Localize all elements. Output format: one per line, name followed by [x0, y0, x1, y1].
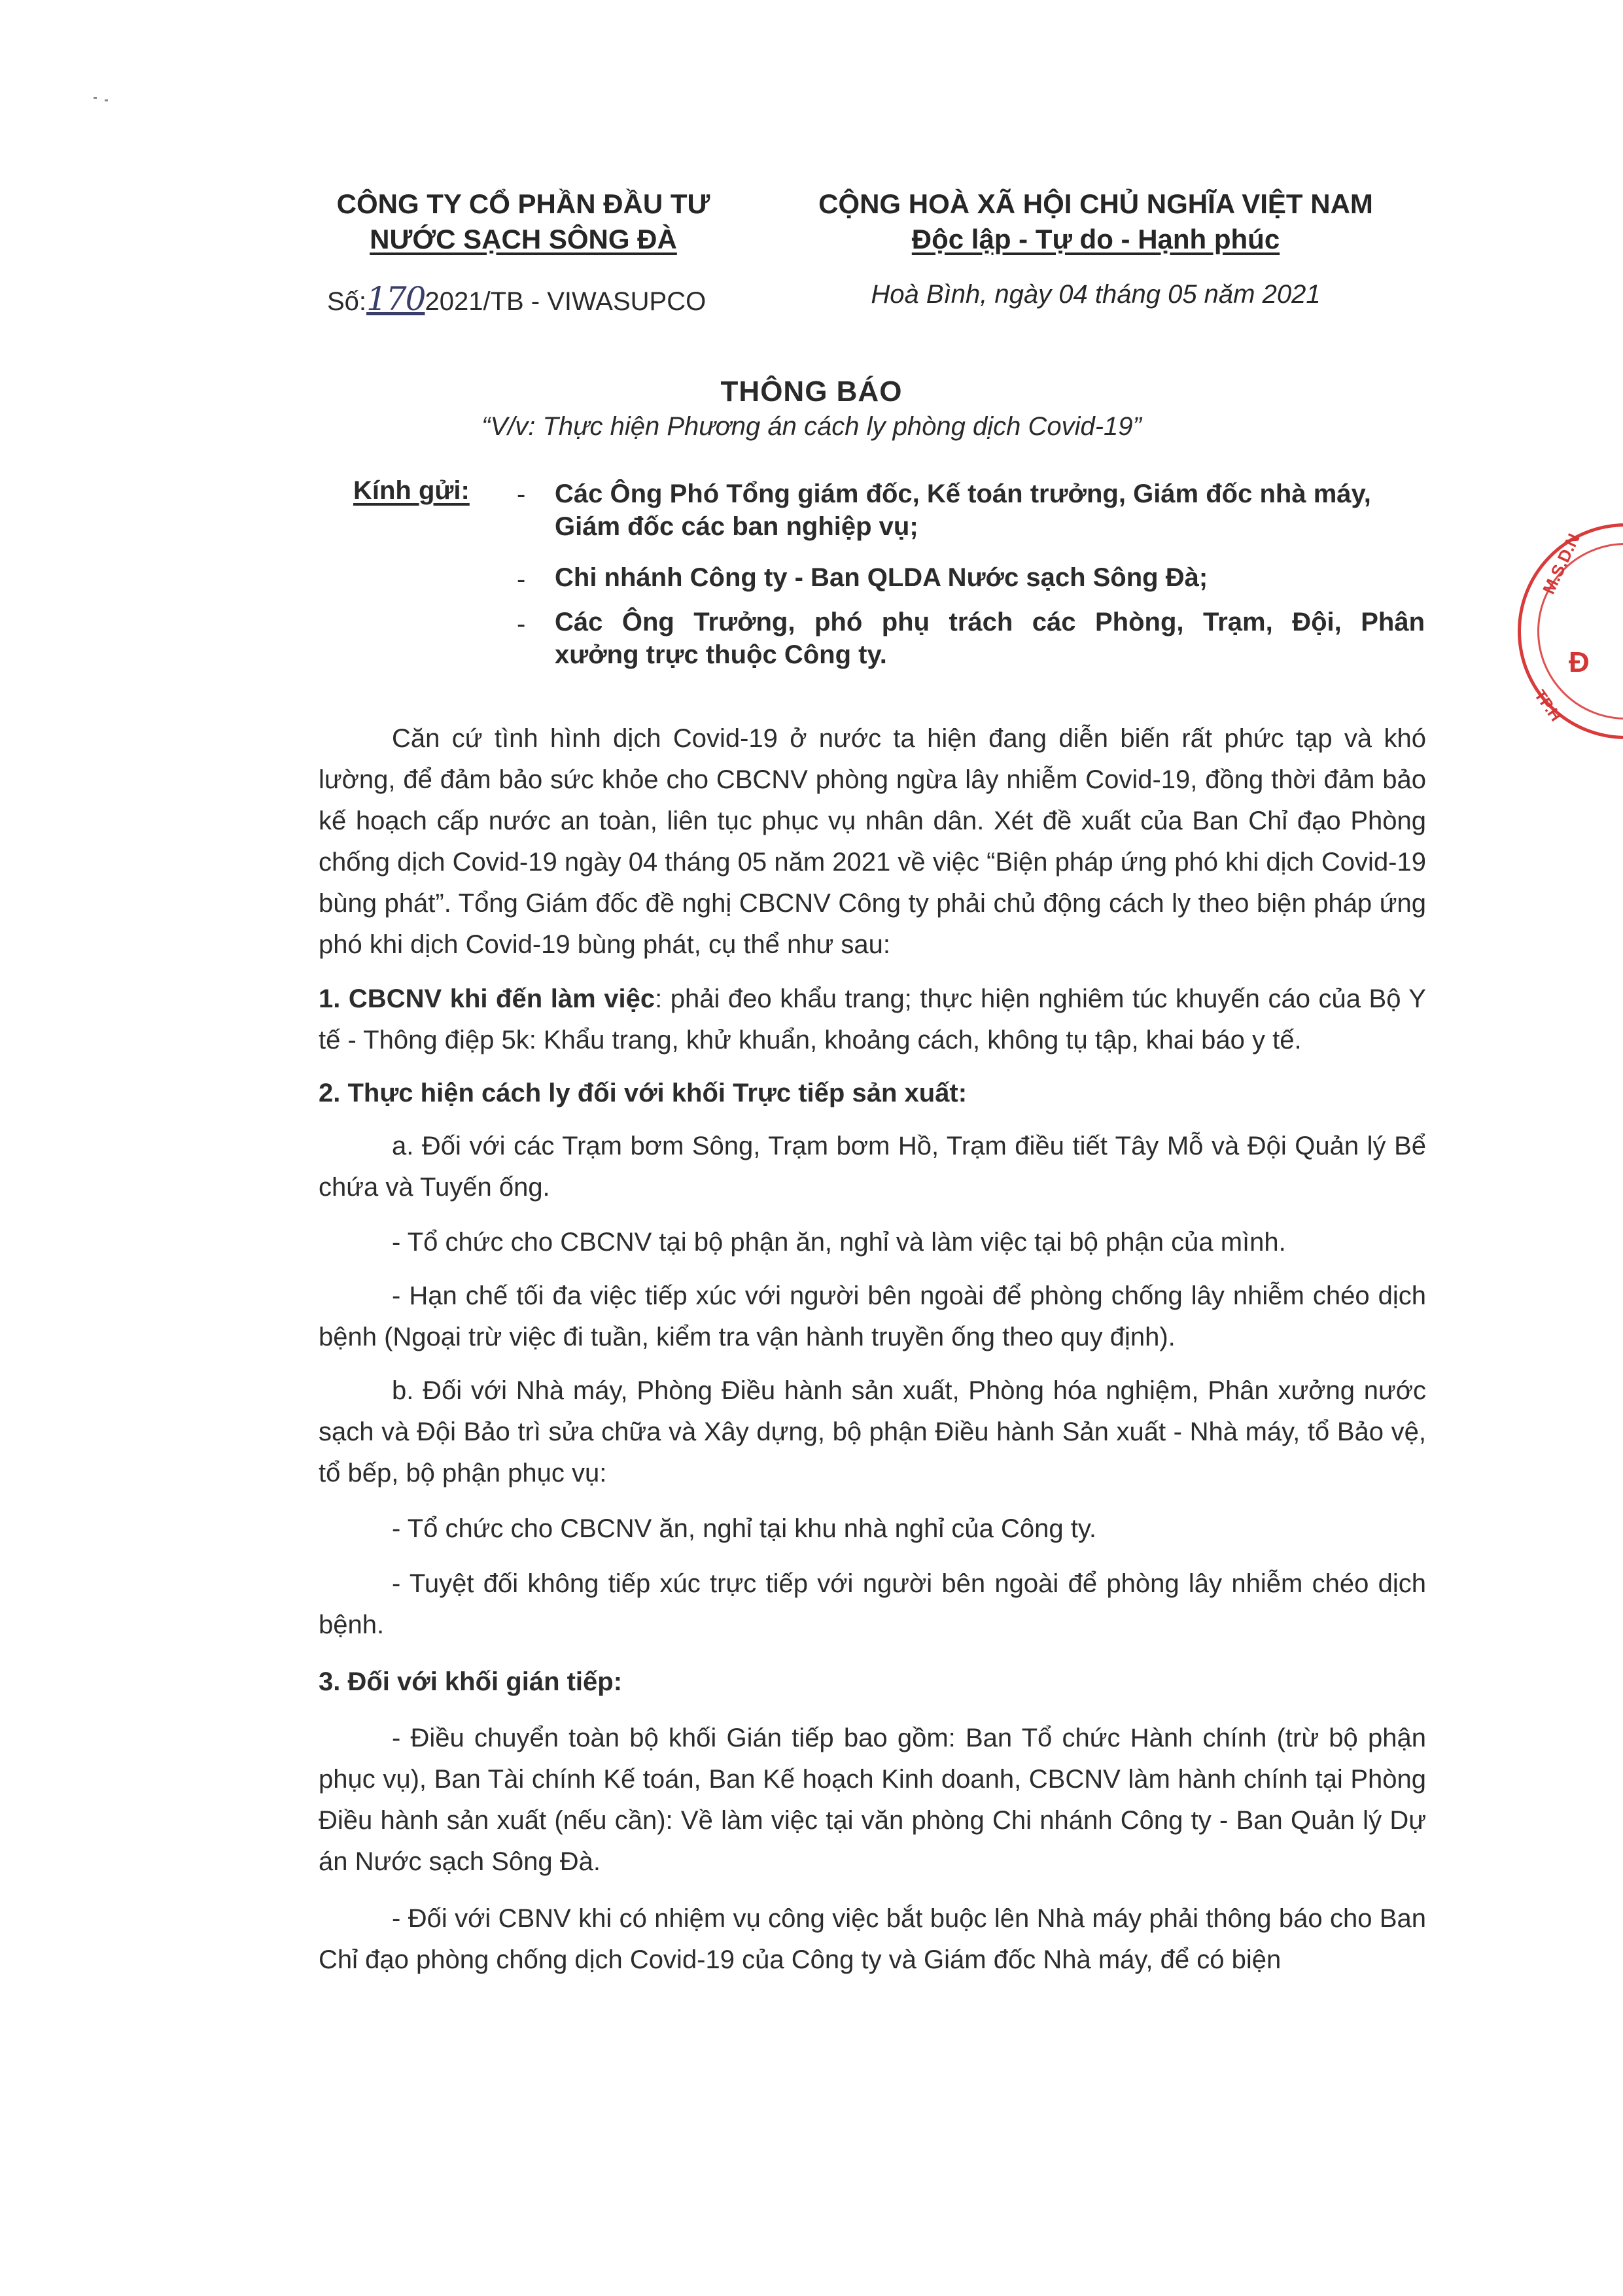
- recipients-label: Kính gửi:: [353, 476, 470, 505]
- document-subject: “V/v: Thực hiện Phương án cách ly phòng dịch Covid-19”: [481, 412, 1142, 441]
- scan-speck: [94, 97, 97, 99]
- section-1-heading: 1. CBCNV khi đến làm việc: [319, 984, 655, 1013]
- place-date: Hoà Bình, ngày 04 tháng 05 năm 2021: [871, 280, 1321, 309]
- company-name-line2: NƯỚC SẠCH SÔNG ĐÀ: [370, 224, 677, 254]
- section-3-heading: 3. Đối với khối gián tiếp:: [319, 1667, 623, 1696]
- recipient-item-1-line1: Các Ông Phó Tổng giám đốc, Kế toán trưởng, Giám đốc nhà máy,: [555, 479, 1371, 508]
- scan-speck: [105, 99, 108, 101]
- recipient-dash: -: [517, 565, 526, 594]
- number-suffix: 2021/TB - VIWASUPCO: [425, 287, 707, 316]
- nation-motto: Độc lập - Tự do - Hạnh phúc: [911, 224, 1280, 254]
- company-name-line1: CÔNG TY CỔ PHẦN ĐẦU TƯ: [336, 188, 710, 219]
- section-2a: a. Đối với các Trạm bơm Sông, Trạm bơm Hồ, Trạm điều tiết Tây Mỗ và Đội Quản lý Bể chứa và Tuyến ống.: [319, 1132, 1426, 1202]
- recipient-dash: -: [517, 610, 526, 638]
- document-number: [327, 280, 706, 318]
- section-2b-item-2: - Tuyệt đối không tiếp xúc trực tiếp với người bên ngoài để phòng lây nhiễm chéo dịch bệnh.: [319, 1569, 1426, 1639]
- recipient-item-1-line2: Giám đốc các ban nghiệp vụ;: [555, 512, 918, 541]
- stamp-arc-text: M.S.D.N: [1539, 530, 1584, 597]
- intro-paragraph: Căn cứ tình hình dịch Covid-19 ở nước ta hiện đang diễn biến rất phức tạp và khó lường, để đảm bảo sức khỏe cho CBCNV phòng ngừa lây nhiễm Covid-19, đồng thời đảm bảo kế hoạch cấp nước an toàn, liên tục phục vụ nhân dân. Xét đề xuất của Ban Chỉ đạo Phòng chống dịch Covid-19 ngày 04 tháng 05 năm 2021 về việc “Biện pháp ứng phó khi dịch Covid-19 bùng phát”. Tổng Giám đốc đề nghị CBCNV Công ty phải chủ động cách ly theo biện pháp ứng phó khi dịch Covid-19 bùng phát, cụ thể như sau:: [319, 724, 1426, 959]
- section-2a-item-2: - Hạn chế tối đa việc tiếp xúc với người bên ngoài để phòng chống lây nhiễm chéo dịch bệnh (Ngoại trừ việc đi tuần, kiểm tra vận hành truyền ống theo quy định).: [319, 1281, 1426, 1351]
- section-1-text: : phải đeo khẩu trang; thực hiện nghiêm túc khuyến cáo của Bộ Y tế - Thông điệp 5k: Khẩu trang, khử khuẩn, khoảng cách, không tụ tập, khai báo y tế.: [319, 984, 1426, 1054]
- recipient-item-3-line2: xưởng trực thuộc Công ty.: [555, 640, 887, 669]
- nation-title: CỘNG HOÀ XÃ HỘI CHỦ NGHĨA VIỆT NAM: [818, 188, 1373, 219]
- section-2b-item-1: - Tổ chức cho CBCNV ăn, nghỉ tại khu nhà nghỉ của Công ty.: [392, 1514, 1096, 1543]
- recipient-dash: -: [517, 480, 526, 509]
- recipient-item-3-line1: Các Ông Trưởng, phó phụ trách các Phòng, Trạm, Đội, Phân: [555, 608, 1425, 636]
- section-3-item-1: - Điều chuyển toàn bộ khối Gián tiếp bao gồm: Ban Tổ chức Hành chính (trừ bộ phận phục vụ), Ban Tài chính Kế toán, Ban Kế hoạch Kinh doanh, CBCNV làm hành chính tại Phòng Điều hành sản xuất (nếu cần): Về làm việc tại văn phòng Chi nhánh Công ty - Ban Quản lý Dự án Nước sạch Sông Đà.: [319, 1724, 1426, 1876]
- document-title: THÔNG BÁO: [720, 375, 903, 408]
- section-1: [319, 979, 1426, 1061]
- recipient-item-2: Chi nhánh Công ty - Ban QLDA Nước sạch Sông Đà;: [555, 563, 1208, 592]
- handwritten-number: 170: [366, 280, 425, 318]
- stamp-side-letter: Đ: [1569, 646, 1590, 678]
- section-2b: b. Đối với Nhà máy, Phòng Điều hành sản xuất, Phòng hóa nghiệm, Phân xưởng nước sạch và Đội Bảo trì sửa chữa và Xây dựng, bộ phận Điều hành Sản xuất - Nhà máy, tổ Bảo vệ, tổ bếp, bộ phận phục vụ:: [319, 1376, 1426, 1487]
- section-2-heading: 2. Thực hiện cách ly đối với khối Trực tiếp sản xuất:: [319, 1079, 968, 1107]
- number-prefix: Số:: [327, 287, 367, 316]
- stamp-bottom-text: TP.H: [1530, 687, 1565, 725]
- section-3-item-2: - Đối với CBNV khi có nhiệm vụ công việc bắt buộc lên Nhà máy phải thông báo cho Ban Chỉ đạo phòng chống dịch Covid-19 của Công ty và Giám đốc Nhà máy, để có biện: [319, 1904, 1426, 1974]
- section-2a-item-1: - Tổ chức cho CBCNV tại bộ phận ăn, nghỉ và làm việc tại bộ phận của mình.: [392, 1228, 1286, 1257]
